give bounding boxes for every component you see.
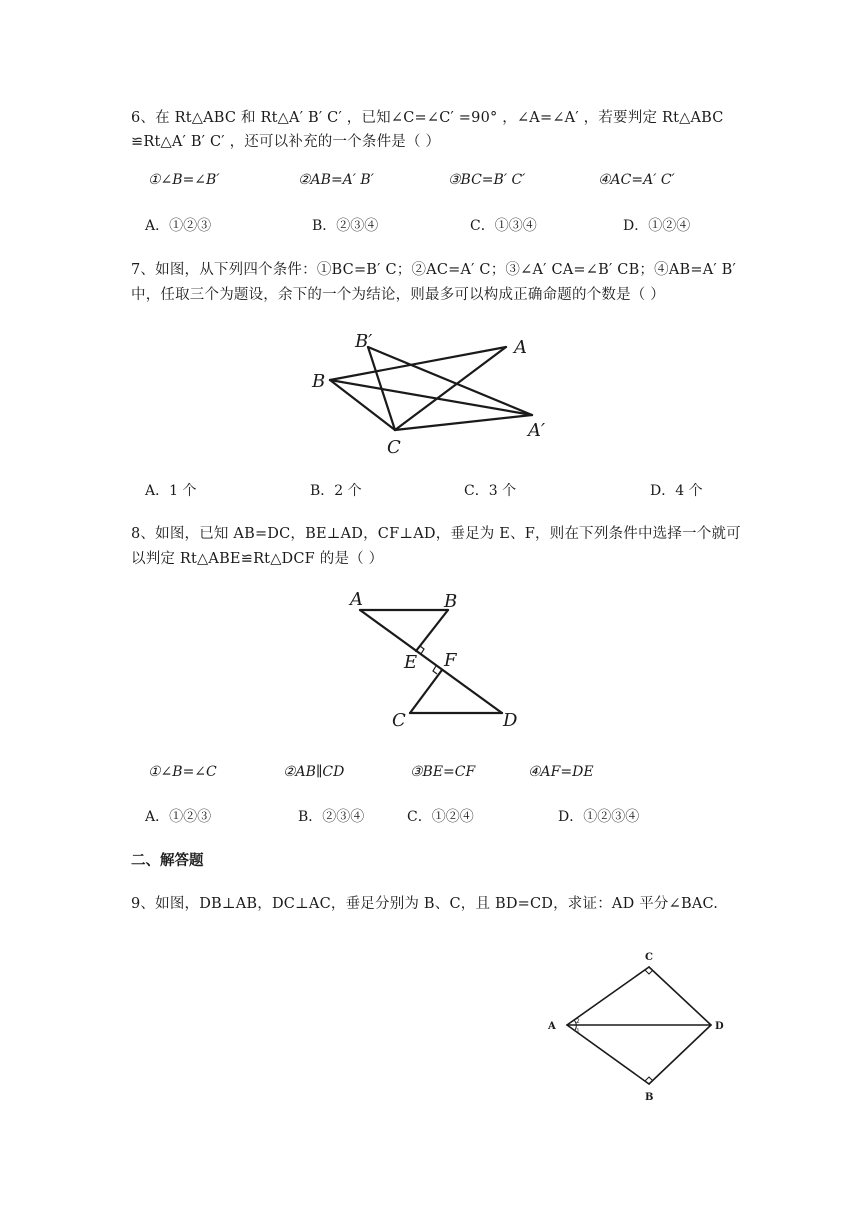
q8-label-f: F (444, 650, 457, 671)
q8-label-e: E (404, 652, 418, 673)
q7-label-a: A (514, 337, 527, 358)
q9-segment-cd (649, 967, 711, 1025)
q7-segment-bc (330, 380, 395, 430)
q7-option-c: C．3 个 (464, 483, 517, 499)
q9-segment-ac (567, 967, 649, 1025)
q8-figure (340, 585, 540, 735)
q8-label-b: B (444, 591, 458, 612)
q7-segment-ba-prime (330, 380, 532, 415)
q9-figure (540, 940, 740, 1110)
q8-condition-3: ③BE=CF (410, 764, 476, 780)
q9-label-c: C (645, 952, 653, 963)
q7-label-c: C (387, 437, 401, 458)
q7-segment-ca-prime (395, 415, 532, 430)
q6-option-a: A．①②③ (145, 218, 212, 234)
q7-option-b: B．2 个 (310, 483, 362, 499)
q9-right-angle-c (645, 970, 653, 974)
q7-label-a-prime: A′ (528, 420, 546, 441)
q7-label-b-prime: B′ (355, 331, 373, 352)
q7-option-a: A．1 个 (145, 483, 197, 499)
q9-segment-bd (649, 1025, 711, 1084)
q8-segment-ad (360, 610, 502, 713)
q9-label-d: D (715, 1021, 724, 1032)
q9-label-angle-1: 1 (576, 1028, 580, 1035)
q8-label-a: A (350, 589, 363, 610)
q9-label-angle-2: 2 (576, 1018, 580, 1025)
q6-option-b: B．②③④ (312, 218, 379, 234)
q7-figure (300, 325, 560, 460)
section-heading-answer-questions: 二、解答题 (131, 853, 204, 869)
q6-option-c: C．①③④ (470, 218, 537, 234)
q6-condition-4: ④AC=A′ C′ (598, 172, 675, 188)
q7-segment-b-prime-c (368, 347, 395, 430)
q8-stem-line2: 以判定 Rt△ABE≌Rt△DCF 的是（ ） (131, 551, 384, 567)
q8-right-angle-f (433, 666, 437, 674)
q7-segment-ac (395, 347, 506, 430)
q9-stem: 9、如图，DB⊥AB，DC⊥AC，垂足分别为 B、C，且 BD=CD，求证：AD 平分∠BAC. (131, 896, 719, 912)
q8-label-c: C (392, 710, 406, 731)
q8-option-c: C．①②④ (407, 809, 474, 825)
q8-condition-1: ①∠B=∠C (148, 764, 217, 780)
q6-condition-2: ②AB=A′ B′ (298, 172, 374, 188)
q8-segment-be (416, 610, 448, 651)
q7-stem-line2: 中，任取三个为题设，余下的一个为结论，则最多可以构成正确命题的个数是（ ） (131, 287, 666, 303)
q8-stem-line1: 8、如图，已知 AB=DC，BE⊥AD，CF⊥AD，垂足为 E、F，则在下列条件中选择一个就可 (131, 526, 741, 542)
q8-label-d: D (503, 710, 518, 731)
q9-right-angle-b (645, 1077, 653, 1081)
q9-label-a: A (548, 1021, 556, 1032)
q7-label-b: B (312, 371, 326, 392)
q8-option-a: A．①②③ (145, 809, 212, 825)
q8-option-d: D．①②③④ (558, 809, 640, 825)
q6-option-d: D．①②④ (623, 218, 691, 234)
q9-label-b: B (645, 1092, 654, 1103)
q7-option-d: D．4 个 (650, 483, 703, 499)
q8-condition-2: ②AB∥CD (283, 764, 345, 780)
q6-condition-1: ①∠B=∠B′ (148, 172, 220, 188)
q8-option-b: B．②③④ (298, 809, 365, 825)
q6-stem-line1: 6、在 Rt△ABC 和 Rt△A′ B′ C′ ，已知∠C=∠C′ =90° ，∠A=∠A′ ，若要判定 Rt△ABC (131, 110, 724, 126)
q8-segment-cf (410, 670, 442, 713)
q7-stem-line1: 7、如图，从下列四个条件：①BC=B′ C；②AC=A′ C；③∠A′ CA=∠B′ CB；④AB=A′ B′ (131, 262, 737, 278)
q6-condition-3: ③BC=B′ C′ (448, 172, 526, 188)
q8-condition-4: ④AF=DE (528, 764, 594, 780)
q6-stem-line2: ≌Rt△A′ B′ C′ ，还可以补充的一个条件是（ ） (131, 134, 441, 150)
